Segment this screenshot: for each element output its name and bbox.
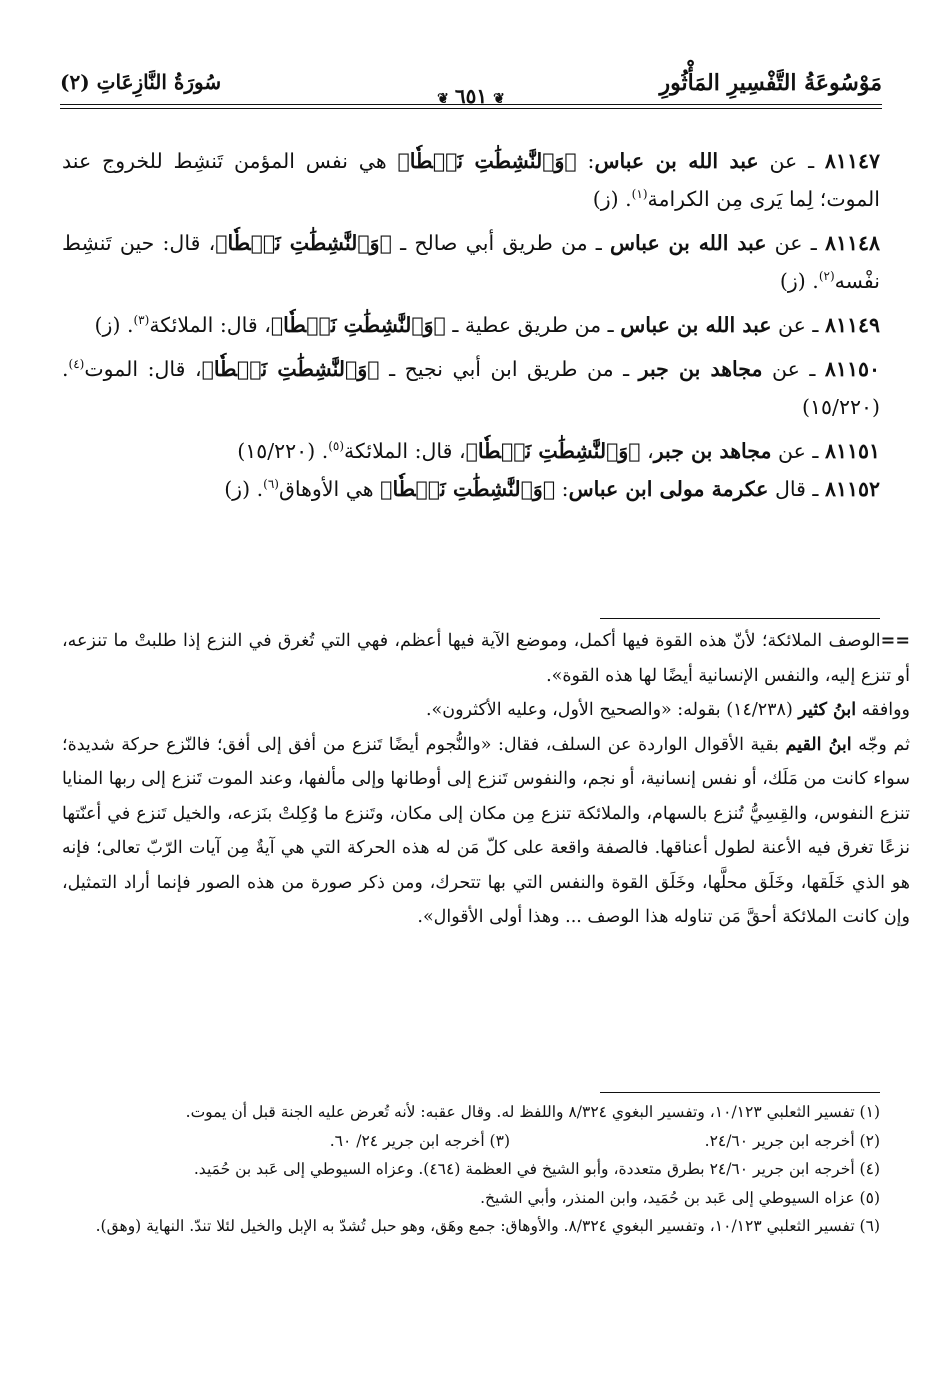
commentary-text: (١٤/٢٣٨) بقوله: «والصحيح الأول، وعليه الأكثرون».: [425, 700, 799, 720]
commentary-paragraph: [62, 693, 910, 728]
quran-verse: ﴿وَٱلنَّٰشِطَٰتِ نَشۡطٗا﴾: [215, 231, 392, 255]
commentary-separator: [600, 618, 880, 619]
entry-number: ٨١١٥٠: [824, 357, 880, 381]
entry-text: ،: [640, 439, 654, 463]
footnote-ref: (٤): [68, 357, 85, 372]
entry-text: ـ قال: [768, 477, 819, 501]
header-rule: [60, 108, 882, 109]
footnote: (٤) أخرجه ابن جرير ٢٤/٦٠ بطرق متعددة، وأبو الشيخ في العظمة (٤٦٤). وعزاه السيوطي إلى عَبد بن حُمَيد.: [193, 1160, 880, 1178]
footnote-ref: (٢): [818, 269, 835, 284]
running-header: [60, 70, 882, 116]
entry-number: ٨١١٤٨: [824, 231, 880, 255]
entry-text: ، قال: الملائكة: [344, 439, 466, 463]
footnote-ref: (١): [631, 187, 648, 202]
entry-text: ـ عن: [758, 149, 815, 173]
entry-text: ـ من طريق ابن أبي نجيح ـ: [379, 357, 639, 381]
scholar-name: ابنُ كثير: [798, 700, 857, 720]
footnote-ref: (٥): [328, 439, 345, 454]
hadith-entry: [62, 432, 880, 470]
footnote-ref: (٦): [263, 477, 279, 492]
entry-text: . (١٥/٢٢٠): [62, 357, 880, 419]
entry-text: هي الأوهاق: [278, 477, 381, 501]
scholar-name: ابنُ القيم: [785, 734, 852, 755]
main-text: [62, 142, 880, 508]
hadith-entry: [62, 350, 880, 426]
footnote: (٣) أخرجه ابن جرير ٢٤/ ٦٠.: [329, 1131, 510, 1150]
entry-text: . (ز): [94, 313, 134, 337]
entry-number: ٨١١٤٩: [824, 313, 880, 337]
quran-verse: ﴿وَٱلنَّٰشِطَٰتِ نَشۡطٗا﴾: [465, 439, 641, 463]
narrator-name: عبد الله بن عباس: [610, 231, 767, 255]
footnote: (٦) تفسير الثعلبي ١٠/١٢٣، وتفسير البغوي ٨/٣٢٤. والأوهاق: جمع وهَق، وهو حبل تُشدّ به الإبل والخيل لئلا تندّ. النهاية (وهق).: [95, 1217, 880, 1235]
continuation-mark: ==: [880, 631, 910, 651]
entry-text: . (ز): [592, 187, 632, 211]
ornament-icon: ❦: [493, 91, 505, 107]
book-title: مَوْسُوعَةُ التَّفْسِيرِ المَأْثُورِ: [659, 70, 882, 96]
quran-verse: ﴿وَٱلنَّٰشِطَٰتِ نَشۡطٗا﴾: [270, 313, 446, 337]
hadith-entry: [62, 142, 880, 218]
entry-text: . (ز): [224, 477, 264, 501]
entry-text: ـ عن: [762, 357, 816, 381]
entry-text: :: [555, 477, 569, 501]
entry-text: . (١٥/٢٢٠): [237, 439, 329, 463]
page-number: ٦٥١: [454, 84, 488, 108]
entry-number: ٨١١٥١: [824, 439, 880, 463]
quran-verse: ﴿وَٱلنَّٰشِطَٰتِ نَشۡطٗا﴾: [201, 357, 380, 381]
header-rule: [60, 104, 882, 105]
hadith-entry: [62, 224, 880, 300]
entry-text: ـ من طريق عطية ـ: [445, 313, 621, 337]
entry-text: ، قال: حين تَنشِط نفْسه: [62, 231, 880, 293]
footnote: (٢) أخرجه ابن جرير ٢٤/٦٠.: [704, 1131, 880, 1150]
surah-title: سُورَةُ النَّازِعَاتِ (٢): [60, 70, 222, 94]
footnote: (٥) عزاه السيوطي إلى عَبد بن حُمَيد، وابن المنذر، وأبي الشيخ.: [480, 1188, 880, 1207]
entry-text: ـ عن: [766, 231, 817, 255]
commentary-paragraph: [62, 624, 910, 693]
commentary-paragraph: [62, 728, 910, 935]
entry-text: ، قال: الملائكة: [149, 313, 271, 337]
narrator-name: مجاهد بن جبر: [638, 357, 763, 381]
entry-text: ـ عن: [771, 439, 819, 463]
footnote-row: [62, 1127, 880, 1156]
entry-text: ـ عن: [771, 313, 819, 337]
entry-number: ٨١١٥٢: [824, 477, 880, 501]
commentary-text: بقية الأقوال الواردة عن السلف، فقال: «والنُّجوم أيضًا تَنزع من أفق إلى أفق؛ فالنّزع حركة شديدة؛ سواء كانت من مَلَك، أو نفس إنسانية، أو نجم، والنفوس تَنزع إلى أوطانها وإلى مألفها، وعند الموت تَنزع إلى ربها المنايا تنزع النفوس، والقِسِيُّ تُنزع بالسهام، والملائكة تنزع مِن مكان إلى مكان، وتَنزع ما وُكِلتْ بنَزعه، والخيل تَنزع في أعنّتها نزعًا تغرق فيه الأعنة لطول أعناقها. فالصفة واقعة على كلّ مَن له هذه الحركة التي هي آيةٌ مِن آيات الرّبّ تعالى؛ فإنه هو الذي خَلَقها، وخَلَق محلَّها، وخَلَق القوة والنفس التي بها تتحرك، ومن ذكر صورة من هذه الصور فإنما أراد التمثيل، وإن كانت الملائكة أحقَّ مَن تناوله هذا الوصف ... وهذا أولى الأقوال».: [62, 734, 910, 927]
entry-text: . (ز): [779, 269, 819, 293]
narrator-name: عبد الله بن عباس: [594, 149, 759, 173]
entry-number: ٨١١٤٧: [824, 149, 880, 173]
footnote-ref: (٣): [133, 313, 150, 328]
narrator-name: مجاهد بن جبر: [653, 439, 772, 463]
entry-text: هي نفس المؤمن تَنشِط للخروج عند الموت؛ لِما يَرى مِن الكرامة: [62, 149, 880, 211]
quran-verse: ﴿وَٱلنَّٰشِطَٰتِ نَشۡطٗا﴾: [380, 477, 556, 501]
footnote: (١) تفسير الثعلبي ١٠/١٢٣، وتفسير البغوي ٨/٣٢٤ واللفظ له. وقال عقبه: لأنه تُعرض عليه الجنة قبل أن يموت.: [185, 1103, 880, 1121]
narrator-name: عكرمة مولى ابن عباس: [568, 477, 769, 501]
quran-verse: ﴿وَٱلنَّٰشِطَٰتِ نَشۡطٗا﴾: [397, 149, 577, 173]
entry-text: :: [576, 149, 595, 173]
footnotes-section: [62, 1098, 880, 1241]
narrator-name: عبد الله بن عباس: [620, 313, 772, 337]
hadith-entry: [62, 470, 880, 508]
commentary-text: الوصف الملائكة؛ لأنّ هذه القوة فيها أكمل، وموضع الآية فيها أعظم، فهي التي تُغرق في النزع إذا طلبتْ ما تنزعه، أو تنزع إليه، والنفس الإنسانية أيضًا لها هذه القوة».: [62, 631, 910, 686]
commentary-section: [62, 624, 910, 935]
entry-text: ـ من طريق أبي صالح ـ: [391, 231, 611, 255]
hadith-entry: [62, 306, 880, 344]
commentary-text: ثم وجّه: [851, 734, 910, 755]
entry-text: ، قال: الموت: [84, 357, 202, 381]
commentary-text: ووافقه: [856, 700, 910, 720]
footnotes-separator: [600, 1092, 880, 1093]
ornament-icon: ❦: [437, 91, 449, 107]
